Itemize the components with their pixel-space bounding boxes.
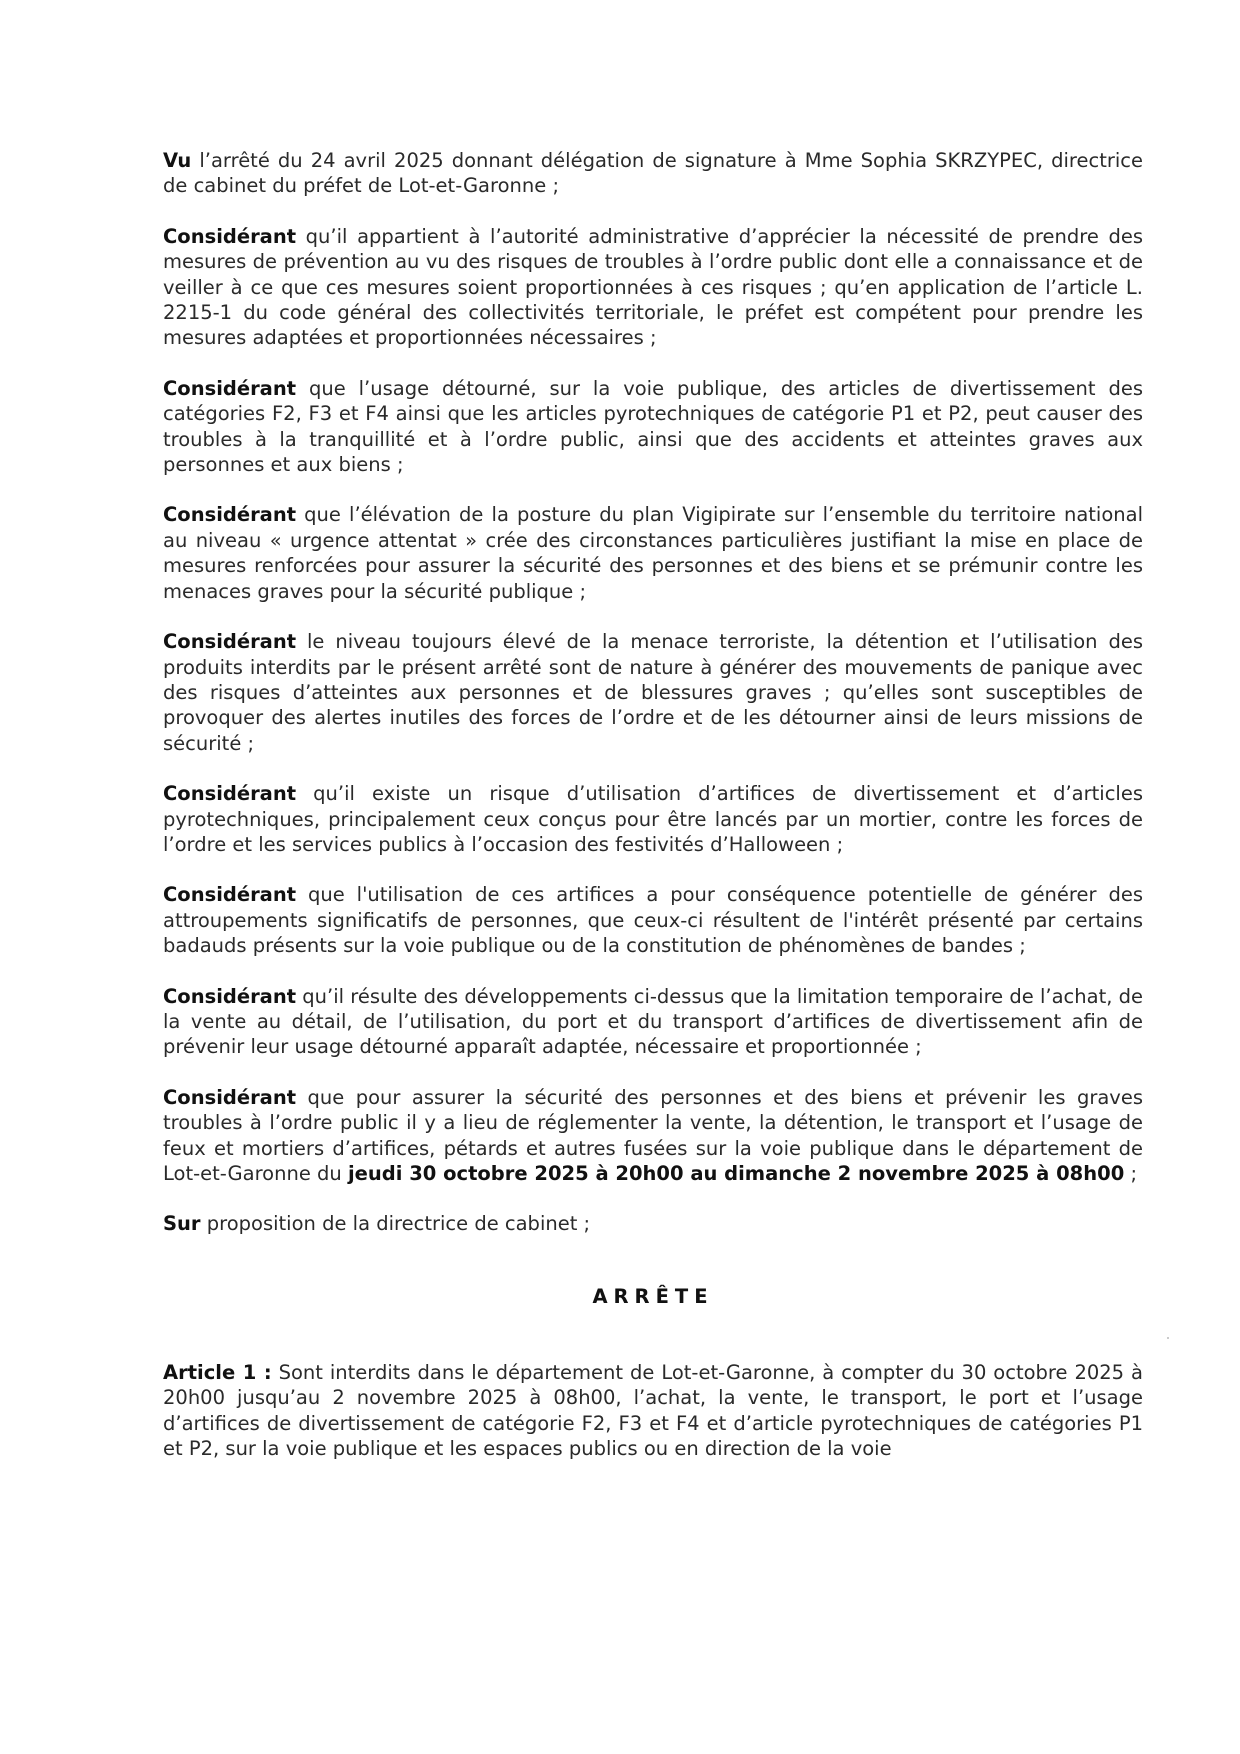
document-page — [163, 148, 1143, 1486]
clause-text: qu’il résulte des développements ci-dessus que la limitation temporaire de l’achat, de la vente au détail, de l’utilisation, du port et du transport d’artifices de divertissement afin de prévenir leur usage détourné apparaît adaptée, nécessaire et proportionnée ; — [163, 984, 1143, 1059]
clause-keyword: Considérant — [163, 630, 297, 654]
clause-keyword: Considérant — [163, 376, 297, 400]
considerant-8 — [163, 1085, 1143, 1187]
clause-keyword: Vu — [163, 149, 192, 172]
considerant-6 — [163, 882, 1143, 958]
considerant-2 — [163, 376, 1143, 478]
considerant-1 — [163, 224, 1143, 351]
clause-keyword: Sur — [163, 1212, 201, 1236]
clause-keyword: Considérant — [163, 782, 297, 806]
clause-keyword: Considérant — [163, 1085, 297, 1109]
clause-keyword: Considérant — [163, 984, 297, 1008]
sur-proposition — [163, 1211, 1143, 1236]
article-1 — [163, 1360, 1143, 1462]
clause-text: que l'utilisation de ces artifices a pour conséquence potentielle de générer des attroupements significatifs de personnes, que ceux-ci résultent de l'intérêt présenté par certains badauds présents sur la voie publique ou de la constitution de phénomènes de bandes ; — [163, 883, 1143, 958]
considerant-3 — [163, 502, 1143, 604]
clause-text-end: ; — [1124, 1162, 1138, 1185]
considerant-5 — [163, 781, 1143, 857]
article-keyword: Article 1 : — [163, 1360, 272, 1384]
vu-clause — [163, 148, 1143, 199]
clause-text: proposition de la directrice de cabinet ; — [200, 1212, 591, 1236]
clause-keyword: Considérant — [163, 503, 297, 527]
clause-text: l’arrêté du 24 avril 2025 donnant délégation de signature à Mme Sophia SKRZYPEC, directrice de cabinet du préfet de Lot-et-Garonne ; — [163, 149, 1143, 198]
clause-text: que l’usage détourné, sur la voie publique, des articles de divertissement des catégories F2, F3 et F4 ainsi que les articles pyrotechniques de catégorie P1 et P2, peut causer des troubles à la tranquillité et à l’ordre public, ainsi que des accidents et atteintes graves aux personnes et aux biens ; — [163, 376, 1143, 477]
clause-text: que pour assurer la sécurité des personnes et des biens et prévenir les graves troubles à l’ordre public il y a lieu de réglementer la vente, la détention, le transport et l’usage de feux et mortiers d’artifices, pétards et autres fusées sur la voie publique dans le département de Lot-et-Garonne du — [163, 1085, 1143, 1185]
clause-text: qu’il existe un risque d’utilisation d’artifices de divertissement et d’articles pyrotechniques, principalement ceux conçus pour être lancés par un mortier, contre les forces de l’ordre et les services publics à l’occasion des festivités d’Halloween ; — [163, 782, 1143, 856]
clause-text: que l’élévation de la posture du plan Vigipirate sur l’ensemble du territoire national au niveau « urgence attentat » crée des circonstances particulières justifiant la mise en place de mesures renforcées pour assurer la sécurité des personnes et des biens et se prémunir contre les menaces graves pour la sécurité publique ; — [163, 503, 1143, 603]
considerant-4 — [163, 629, 1143, 756]
clause-keyword: Considérant — [163, 883, 297, 907]
date-range-emphasis: jeudi 30 octobre 2025 à 20h00 au dimanche 2 novembre 2025 à 08h00 — [347, 1162, 1125, 1185]
clause-keyword: Considérant — [163, 224, 297, 248]
clause-text: qu’il appartient à l’autorité administrative d’apprécier la nécessité de prendre des mesures de prévention au vu des risques de troubles à l’ordre public dont elle a connaissance et de veiller à ce que ces mesures soient proportionnées à ces risques ; qu’en application de l’article L. 2215-1 du code général des collectivités territoriale, le préfet est compétent pour prendre les mesures adaptées et proportionnées nécessaires ; — [163, 224, 1143, 350]
clause-text: le niveau toujours élevé de la menace terroriste, la détention et l’utilisation des produits interdits par le présent arrêté sont de nature à générer des mouvements de panique avec des risques d’atteintes aux personnes et de blessures graves ; qu’elles sont susceptibles de provoquer des alertes inutiles des forces de l’ordre et de les détourner ainsi de leurs missions de sécurité ; — [163, 630, 1143, 755]
article-text: Sont interdits dans le département de Lot-et-Garonne, à compter du 30 octobre 2025 à 20h00 jusqu’au 2 novembre 2025 à 08h00, l’achat, la vente, le transport, le port et l’usage d’artifices de divertissement de catégorie F2, F3 et F4 et d’article pyrotechniques de catégories P1 et P2, sur la voie publique et les espaces publics ou en direction de la voie — [163, 1360, 1143, 1461]
arrete-heading: ARRÊTE — [592, 1284, 714, 1308]
scan-speck — [1167, 1337, 1169, 1339]
considerant-7 — [163, 984, 1143, 1060]
